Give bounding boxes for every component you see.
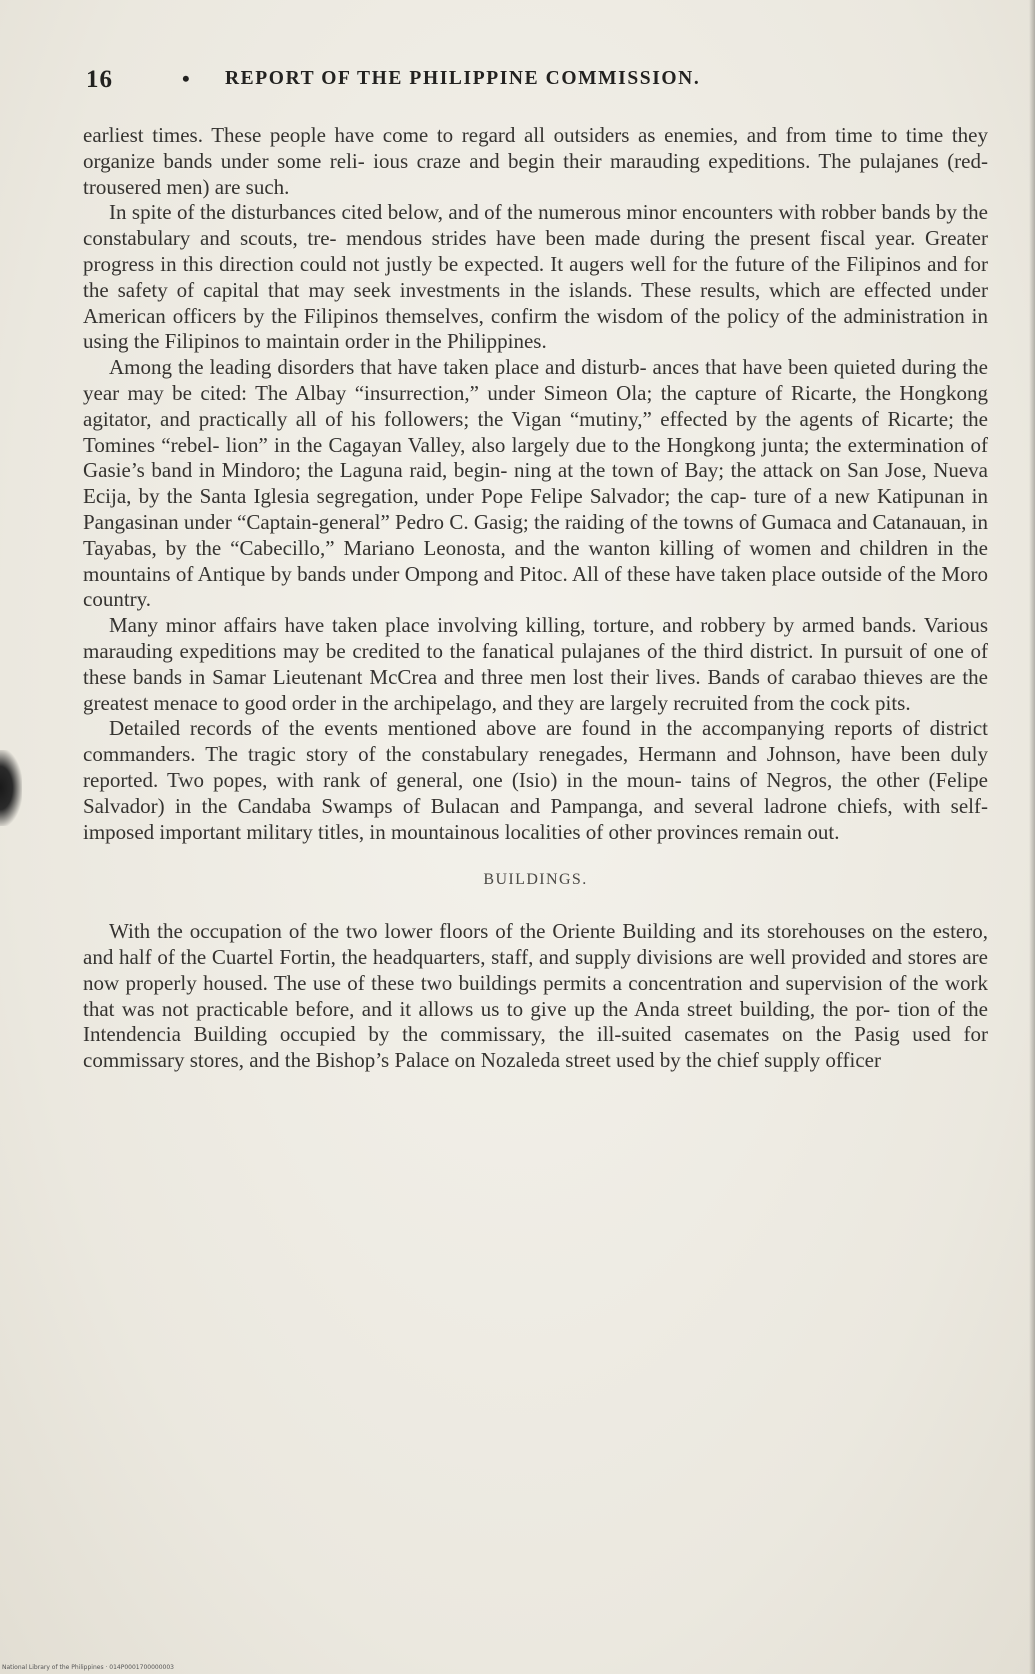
page-edge [1029,0,1035,1674]
paragraph: Detailed records of the events mentioned above are found in the accompanying reports of district commanders. The tragic story of the constabulary renegades, Hermann and Johnson, have been duly reported. Two popes, with rank of general, one (Isio) in the moun- tains of Negros, the other (Felipe Salvador) in the Candaba Swamps of Bulacan and Pampanga, and several ladrone chiefs, with self- imposed important military titles, in mountainous localities of other provinces remain out. [83,716,988,844]
paragraph: earliest times. These people have come to regard all outsiders as enemies, and from time to time they organize bands under some reli- ious craze and begin their marauding expeditions. The pulajanes (red-trousered men) are such. [83,123,988,199]
page-header [86,66,986,96]
scan-footer: National Library of the Philippines · 014P0001700000003 [2,1664,174,1671]
paragraph: Many minor affairs have taken place involving killing, torture, and robbery by armed bands. Various marauding expeditions may be credited to the fanatical pulajanes of the third district. In pursuit of one of these bands in Samar Lieutenant McCrea and three men lost their lives. Bands of carabao thieves are the greatest menace to good order in the archipelago, and they are largely recruited from the cock pits. [83,613,988,715]
running-head: REPORT OF THE PHILIPPINE COMMISSION. [225,68,701,89]
paragraph: With the occupation of the two lower floors of the Oriente Building and its storehouses on the estero, and half of the Cuartel Fortin, the headquarters, staff, and supply divisions are well provided and stores are now properly housed. The use of these two buildings permits a concentration and supervision of the work that was not practicable before, and it allows us to give up the Anda street building, the por- tion of the Intendencia Building occupied by the commissary, the ill-suited casemates on the Pasig used for commissary stores, and the Bishop’s Palace on Nozaleda street used by the chief supply officer [83,919,988,1073]
paragraph: Among the leading disorders that have taken place and disturb- ances that have been quieted during the year may be cited: The Albay “insurrection,” under Simeon Ola; the capture of Ricarte, the Hongkong agitator, and practically all of his followers; the Vigan “mutiny,” effected by the agents of Ricarte; the Tomines “rebel- lion” in the Cagayan Valley, also largely due to the Hongkong junta; the extermination of Gasie’s band in Mindoro; the Laguna raid, begin- ning at the town of Bay; the attack on San Jose, Nueva Ecija, by the Santa Iglesia segregation, under Pope Felipe Salvador; the cap- ture of a new Katipunan in Pangasinan under “Captain-general” Pedro C. Gasig; the raiding of the towns of Gumaca and Catanauan, in Tayabas, by the “Cabecillo,” Mariano Leonosta, and the wanton killing of women and children in the mountains of Antique by bands under Ompong and Pitoc. All of these have taken place outside of the Moro country. [83,355,988,612]
page-number: 16 [86,66,113,93]
binding-shadow [0,750,22,826]
section-heading: BUILDINGS. [483,871,588,889]
header-bullet: • [182,66,190,91]
paragraph: In spite of the disturbances cited below, and of the numerous minor encounters with robber bands by the constabulary and scouts, tre- mendous strides have been made during the present fiscal year. Greater progress in this direction could not justly be expected. It augers well for the future of the Filipinos and for the safety of capital that may seek investments in the islands. These results, which are effected under American officers by the Filipinos themselves, confirm the wisdom of the policy of the administration in using the Filipinos to maintain order in the Philippines. [83,200,988,354]
body-text [83,123,988,1074]
